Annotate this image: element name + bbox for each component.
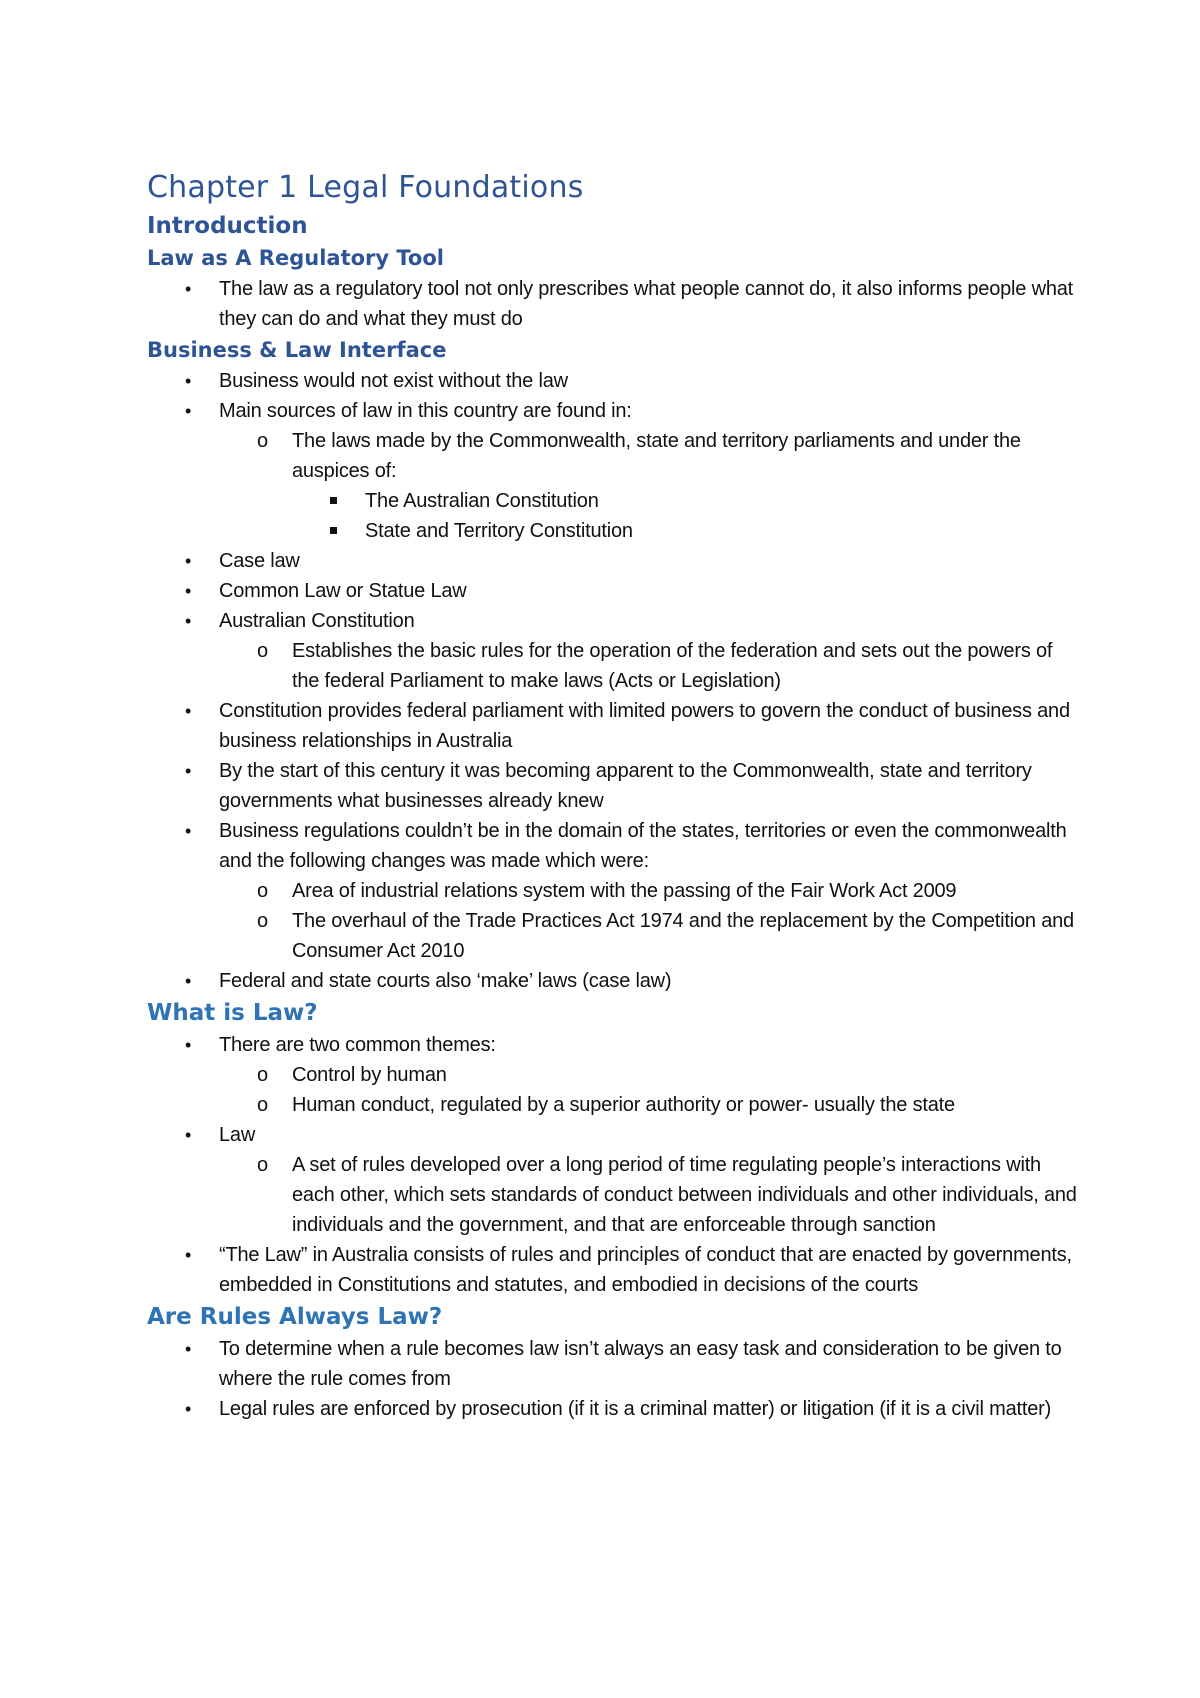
list-item-text: To determine when a rule becomes law isn’t always an easy task and consideration to be given to where the rule comes from [219,1338,1062,1390]
list-item [147,396,1077,426]
list-item [147,1334,1077,1394]
list-item [147,1060,1077,1090]
circle-marker: o [257,640,268,662]
list-item-text: Area of industrial relations system with the passing of the Fair Work Act 2009 [292,880,957,902]
list-item-text: The laws made by the Commonwealth, state and territory parliaments and under the auspices of: [292,430,1021,482]
list-item [147,486,1077,516]
list-item [147,1090,1077,1120]
square-marker [330,486,337,516]
chapter-title: Chapter 1 Legal Foundations [147,170,584,205]
introduction-heading: Introduction [147,213,308,239]
bullet-marker: • [185,551,192,571]
list-item-text: Federal and state courts also ‘make’ laws (case law) [219,970,672,992]
list-item [147,1150,1077,1240]
bullet-marker: • [185,1125,192,1145]
list-item [147,606,1077,636]
list-item [147,546,1077,576]
bullet-marker: • [185,581,192,601]
list-item-text: There are two common themes: [219,1034,496,1056]
list-item-text: Main sources of law in this country are found in: [219,400,632,422]
list-item-text: Australian Constitution [219,610,415,632]
list-item-text: Human conduct, regulated by a superior authority or power- usually the state [292,1094,955,1116]
list-item-text: The Australian Constitution [365,490,599,512]
square-marker [330,516,337,546]
circle-marker: o [257,910,268,932]
bullet-marker: • [185,971,192,991]
bullet-marker: • [185,1245,192,1265]
list-item [147,816,1077,876]
list-item-text: Legal rules are enforced by prosecution (if it is a criminal matter) or litigation (if it is a civil matter) [219,1398,1052,1420]
list-item [147,1394,1077,1424]
are-rules-always-law-heading: Are Rules Always Law? [147,1304,443,1330]
list-item [147,696,1077,756]
list-item [147,576,1077,606]
list-item [147,366,1077,396]
document-body [147,166,1077,1424]
list-item [147,906,1077,966]
bullet-marker: • [185,1399,192,1419]
list-item [147,756,1077,816]
list-item-text: “The Law” in Australia consists of rules and principles of conduct that are enacted by governments, embedded in Constitutions and statutes, and embodied in decisions of the courts [219,1244,1072,1296]
what-is-law-list [147,1030,1077,1300]
circle-marker: o [257,880,268,902]
bullet-marker: • [185,761,192,781]
bullet-marker: • [185,279,192,299]
list-item-text: A set of rules developed over a long period of time regulating people’s interactions with each other, which sets standards of conduct between individuals and other individuals, and individuals and the government, and that are enforceable through sanction [292,1154,1077,1236]
list-item-text: Business regulations couldn’t be in the domain of the states, territories or even the commonwealth and the following changes was made which were: [219,820,1067,872]
list-item-text: Case law [219,550,300,572]
list-item [147,966,1077,996]
list-item-text: Law [219,1124,256,1146]
list-item-text: By the start of this century it was becoming apparent to the Commonwealth, state and territory governments what businesses already knew [219,760,1032,812]
list-item-text: State and Territory Constitution [365,520,633,542]
business-law-list [147,366,1077,996]
list-item [147,876,1077,906]
circle-marker: o [257,1064,268,1086]
bullet-marker: • [185,701,192,721]
circle-marker: o [257,1094,268,1116]
list-item [147,636,1077,696]
circle-marker: o [257,1154,268,1176]
bullet-marker: • [185,401,192,421]
list-item [147,1240,1077,1300]
list-item [147,274,1077,334]
list-item-text: The law as a regulatory tool not only prescribes what people cannot do, it also informs people what they can do and what they must do [219,278,1074,330]
list-item-text: Business would not exist without the law [219,370,568,392]
bullet-marker: • [185,371,192,391]
list-item-text: The overhaul of the Trade Practices Act 1974 and the replacement by the Competition and Consumer Act 2010 [292,910,1074,962]
business-law-heading: Business & Law Interface [147,338,447,362]
are-rules-always-law-list [147,1334,1077,1424]
list-item-text: Constitution provides federal parliament with limited powers to govern the conduct of business and business relationships in Australia [219,700,1070,752]
list-item [147,1030,1077,1060]
list-item-text: Establishes the basic rules for the operation of the federation and sets out the powers of the federal Parliament to make laws (Acts or Legislation) [292,640,1053,692]
circle-marker: o [257,430,268,452]
bullet-marker: • [185,821,192,841]
bullet-marker: • [185,1339,192,1359]
list-item [147,426,1077,486]
what-is-law-heading: What is Law? [147,1000,318,1026]
regulatory-tool-heading: Law as A Regulatory Tool [147,246,444,270]
bullet-marker: • [185,1035,192,1055]
list-item-text: Common Law or Statue Law [219,580,467,602]
list-item [147,1120,1077,1150]
list-item [147,516,1077,546]
bullet-marker: • [185,611,192,631]
regulatory-tool-list [147,274,1077,334]
list-item-text: Control by human [292,1064,447,1086]
